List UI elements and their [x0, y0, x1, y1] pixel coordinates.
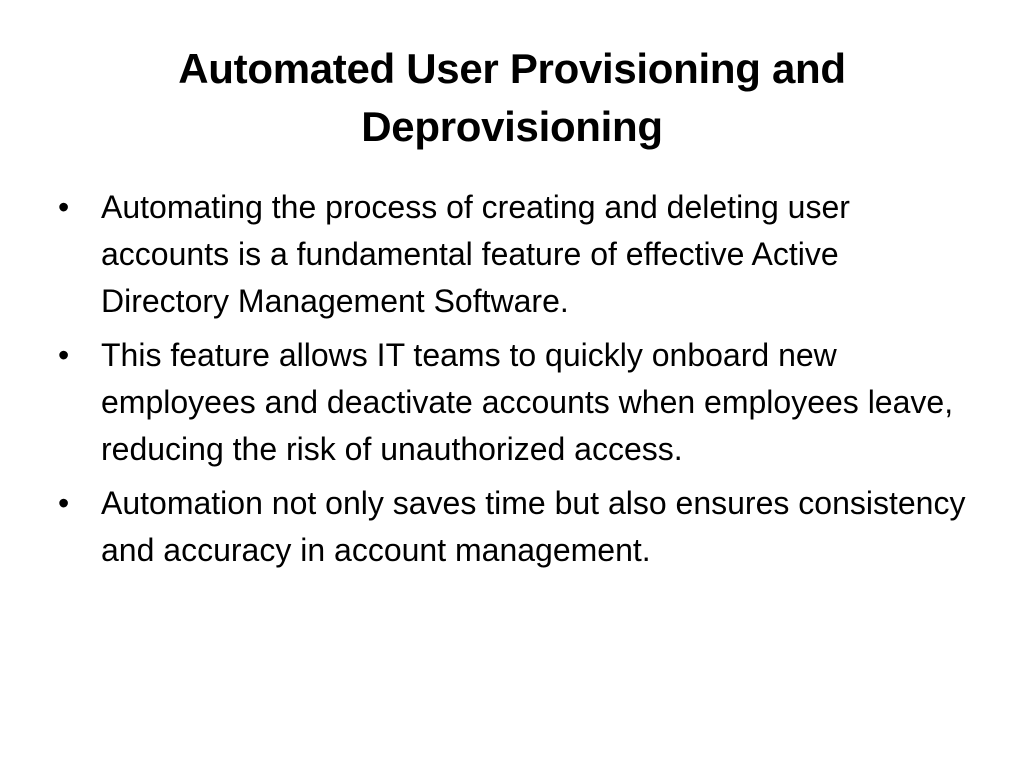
bullet-marker: •	[58, 337, 70, 373]
bullet-marker: •	[58, 485, 70, 521]
slide-title-line-2: Deprovisioning	[361, 103, 663, 150]
slide-title-line-1: Automated User Provisioning and	[178, 45, 846, 92]
bullet-item-2	[58, 332, 968, 473]
bullet-item-3	[58, 480, 968, 574]
bullet-text: This feature allows IT teams to quickly onboard new employees and deactivate accounts when employees leave, reducing the risk of unauthorized access.	[101, 337, 954, 467]
bullet-list	[58, 184, 968, 581]
bullet-marker: •	[58, 189, 70, 225]
bullet-item-1	[58, 184, 968, 325]
bullet-text: Automating the process of creating and deleting user accounts is a fundamental feature of effective Active Directory Management Software.	[101, 189, 850, 319]
slide-title	[80, 40, 944, 156]
bullet-text: Automation not only saves time but also ensures consistency and accuracy in account management.	[101, 485, 966, 568]
